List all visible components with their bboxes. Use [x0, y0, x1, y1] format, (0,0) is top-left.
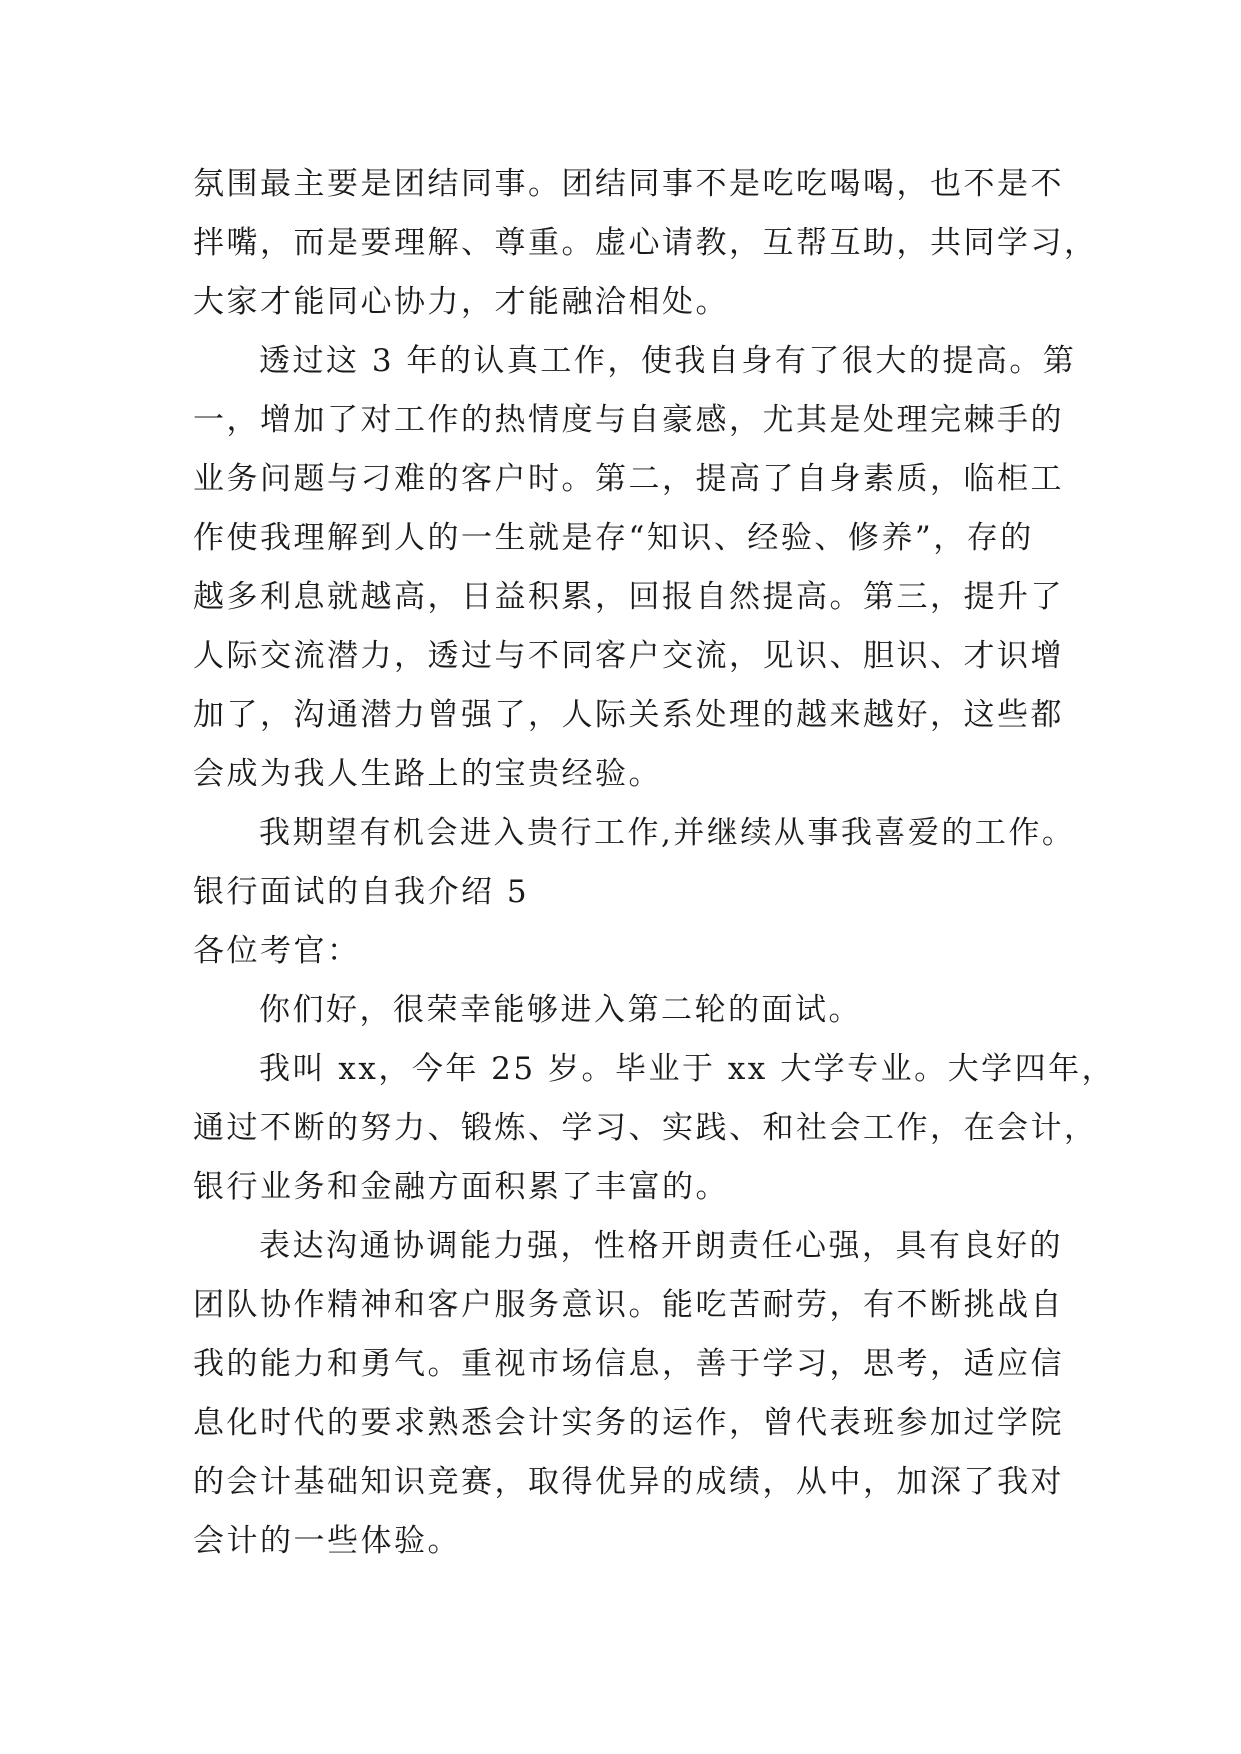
- text-line: 一，增加了对工作的热情度与自豪感，尤其是处理完棘手的: [193, 402, 1064, 438]
- paragraph: [193, 804, 1076, 863]
- text-line: 业务问题与刁难的客户时。第二，提高了自身素质，临柜工: [193, 461, 1064, 497]
- text-line: 人际交流潜力，透过与不同客户交流，见识、胆识、才识增: [193, 638, 1064, 674]
- text-line: 加了，沟通潜力曾强了，人际关系处理的越来越好，这些都: [193, 697, 1064, 733]
- paragraph: [193, 332, 1077, 804]
- text-line: 表达沟通协调能力强，性格开朗责任心强，具有良好的: [259, 1228, 1063, 1264]
- text-line: 各位考官：: [193, 933, 361, 969]
- text-line: 会计的一些体验。: [193, 1523, 461, 1559]
- text-line: 我的能力和勇气。重视市场信息，善于学习，思考，适应信: [193, 1346, 1064, 1382]
- text-line: 拌嘴，而是要理解、尊重。虚心请教，互帮互助，共同学习，: [193, 225, 1098, 261]
- text-line: 氛围最主要是团结同事。团结同事不是吃吃喝喝，也不是不: [193, 166, 1064, 202]
- text-line: 越多利息就越高，日益积累，回报自然提高。第三，提升了: [193, 579, 1064, 615]
- text-line: 会成为我人生路上的宝贵经验。: [193, 756, 662, 792]
- paragraph: [193, 155, 1098, 332]
- salutation: [193, 922, 1063, 981]
- section-title: 银行面试的自我介绍 5: [193, 874, 530, 910]
- paragraph: [193, 1040, 1116, 1217]
- text-line: 作使我理解到人的一生就是存“知识、经验、修养”，存的: [193, 520, 1034, 556]
- text-line: 团队协作精神和客户服务意识。能吃苦耐劳，有不断挑战自: [193, 1287, 1064, 1323]
- text-line: 通过不断的努力、锻炼、学习、实践、和社会工作，在会计，: [193, 1110, 1098, 1146]
- text-line: 大家才能同心协力，才能融洽相处。: [193, 284, 729, 320]
- text-line: 我叫 xx，今年 25 岁。毕业于 xx 大学专业。大学四年，: [259, 1051, 1116, 1087]
- document-body: [193, 155, 1116, 1571]
- text-line: 的会计基础知识竞赛，取得优异的成绩，从中，加深了我对: [193, 1464, 1064, 1500]
- paragraph: [193, 1217, 1063, 1571]
- text-line: 银行业务和金融方面积累了丰富的。: [193, 1169, 729, 1205]
- text-line: 息化时代的要求熟悉会计实务的运作，曾代表班参加过学院: [193, 1405, 1064, 1441]
- text-line: 透过这 3 年的认真工作，使我自身有了很大的提高。第: [259, 343, 1077, 379]
- text-line: 我期望有机会进入贵行工作,并继续从事我喜爱的工作。: [259, 815, 1076, 851]
- paragraph: [193, 981, 1063, 1040]
- text-line: 你们好，很荣幸能够进入第二轮的面试。: [259, 992, 862, 1028]
